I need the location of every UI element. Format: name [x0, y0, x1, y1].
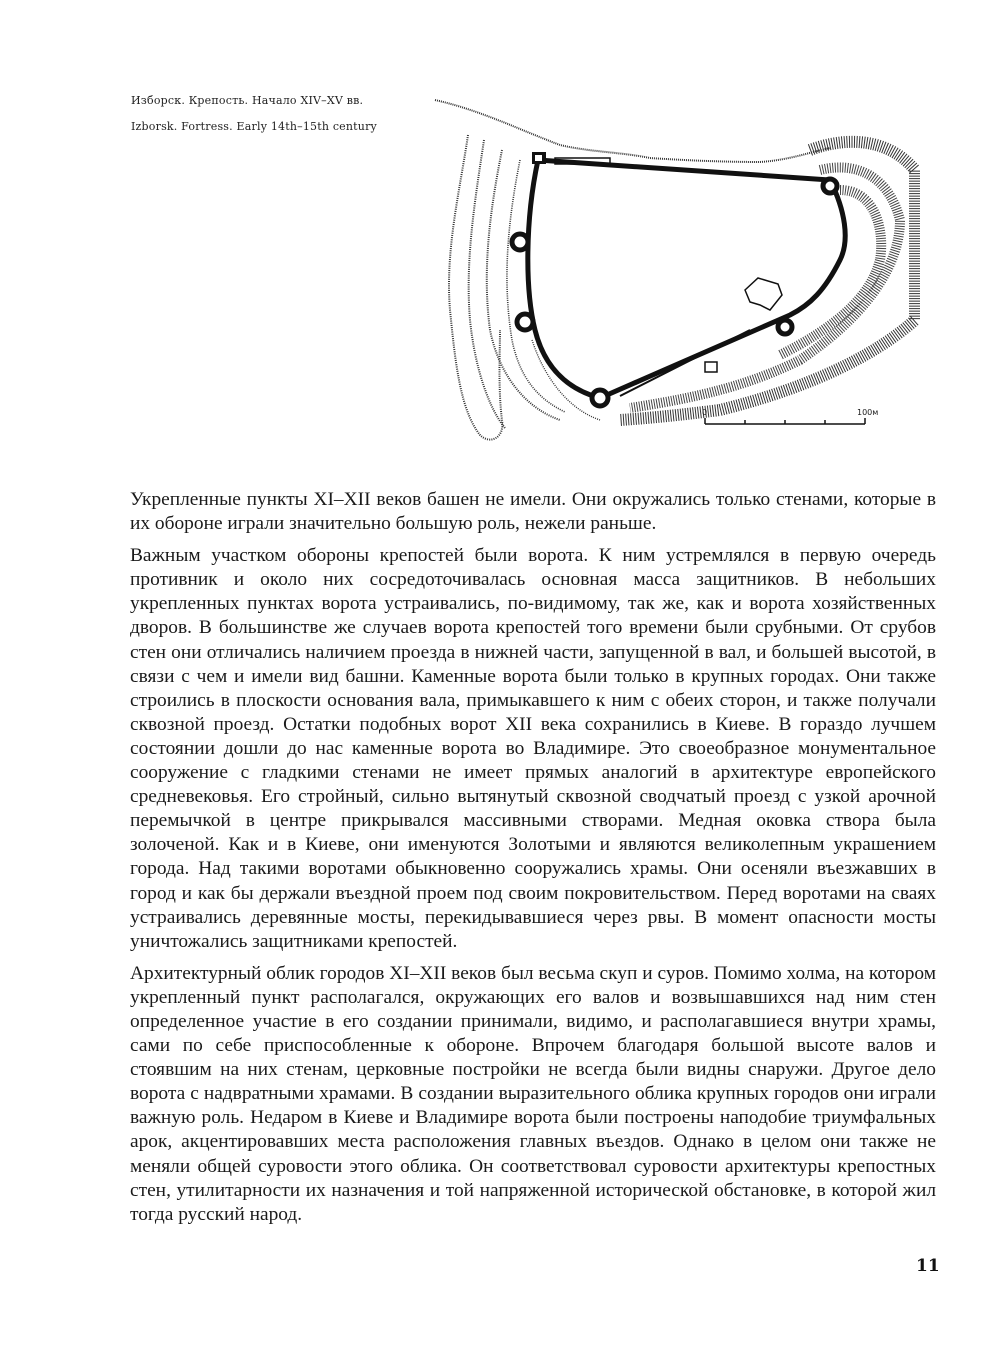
paragraph-3: Архитектурный облик городов XI–XII веков был весьма скуп и суров. Помимо холма, на котором укрепленный пункт располагался, окружающих его валов и возвышавшихся над ним стен определенное участие в его создании принимали, видимо, и располагавшиеся внутри храмы, сами по себе приспособленные к обороне. Впрочем благодаря большой высоте валов и стоявшим на них стенам, церковные постройки не всегда были видны снаружи. Другое дело ворота с надвратными храмами. В создании выразительного облика крупных городов они играли важную роль. Недаром в Киеве и Владимире ворота были построены наподобие триумфальных арок, акцентировавших места расположения главных въездов. Однако в целом они также не меняли общей суровости этого облика. Он соответствовал суровости архитектуры крепостных стен, утилитарности их назначения и той напряженной исторической обстановке, в которой жил тогда русский народ.: [130, 962, 936, 1225]
caption-english: Izborsk. Fortress. Early 14th–15th century: [131, 120, 377, 133]
fortress-plan-figure: [420, 90, 920, 460]
scale-end-label: 100м: [857, 408, 879, 417]
figure-caption: [131, 88, 377, 140]
page-number: 11: [916, 1256, 940, 1276]
fortress-plan-drawing: [420, 90, 920, 460]
paragraph-1: Укрепленные пункты XI–XII веков башен не имели. Они окружались только стенами, которые в их обороне играли значительно большую роль, нежели раньше.: [130, 489, 936, 535]
scale-start-label: 0: [702, 408, 708, 417]
paragraph-2: Важным участком обороны крепостей были ворота. К ним устремлялся в первую очередь противник и около них сосредоточивалась основная масса защитников. В небольших укрепленных пунктах ворота устраивались, по-видимому, так же, как и ворота хозяйственных дворов. В большинстве же случаев ворота крепостей того времени были срубными. От срубов стен они отличались наличием проезда в нижней части, запущенной в вал, и большей высотой, в связи с чем и имели вид башни. Каменные ворота были только в крупных городах. Они также строились в плоскости основания вала, примыкавшего к ним с обеих сторон, и также получали сквозной проезд. Остатки подобных ворот XII века сохранились в Киеве. В гораздо лучшем состоянии дошли до нас каменные ворота во Владимире. Это своеобразное монументальное сооружение с гладкими стенами не имеет прямых аналогий в архитектуре европейского средневековья. Его стройный, сильно вытянутый сквозной сводчатый проезд с узкой арочной перемычкой в центре прикрывался массивными створами. Медная оковка створа была золоченой. Как и в Киеве, они именуются Золотыми и являются великолепным украшением города. Над такими воротами обыкновенно сооружались храмы. Они осеняли въезжавших в город и как бы держали въездной проем под своим покровительством. Перед воротами на сваях устраивались деревянные мосты, перекидывавшиеся через рвы. В момент опасности мосты уничтожались защитниками крепостей.: [130, 545, 936, 952]
body-text: [130, 488, 936, 1235]
caption-russian: Изборск. Крепость. Начало XIV–XV вв.: [131, 94, 364, 107]
